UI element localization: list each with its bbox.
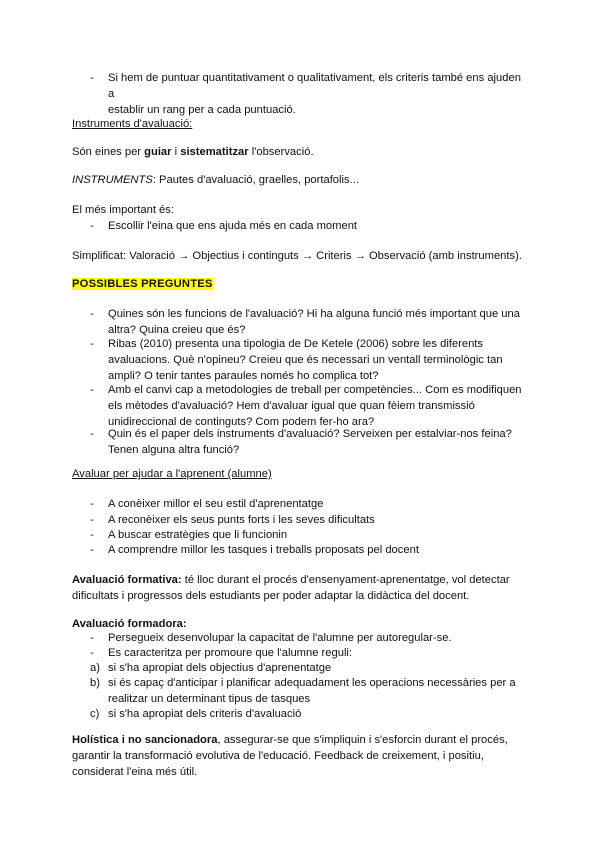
learner-item: A comprendre millor les tasques i treballs proposats pel docent	[108, 544, 419, 556]
holistic-paragraph: Holística i no sancionadora, assegurar-se que s'impliquin i s'esforcin durant el procés, garantir la transformació evolutiva de l'educació. Feedback de creixement, i positiu, considerat l'eina més útil.	[72, 734, 508, 778]
learner-item: A buscar estratègies que li funcionin	[108, 529, 288, 541]
bullet-marker: -	[90, 384, 94, 396]
learner-item: A reconèixer els seus punts forts i les seves dificultats	[108, 514, 375, 526]
list-marker: c)	[90, 708, 100, 720]
question-item: Quines són les funcions de l'avaluació? Hi ha alguna funció més important que una altra? Quina creieu que és?	[108, 308, 520, 336]
instruments-definition: Són eines per guiar i sistematitzar l'observació.	[72, 146, 314, 158]
bullet-marker: -	[90, 338, 94, 350]
formadora-item: si és capaç d'anticipar i planificar adequadament les operacions necessàries per a realitzar un determinant tipus de tasques	[108, 677, 516, 705]
bullet-marker: -	[90, 428, 94, 440]
bullet-marker: -	[90, 544, 94, 556]
important-text: Escollir l'eina que ens ajuda més en cada moment	[108, 220, 358, 232]
learner-heading: Avaluar per ajudar a l'aprenent (alumne)	[72, 468, 272, 480]
bullet-marker: -	[90, 220, 94, 232]
list-marker: a)	[90, 662, 100, 674]
questions-heading: POSSIBLES PREGUNTES	[72, 278, 213, 290]
bullet-marker: -	[90, 529, 94, 541]
bullet-marker: -	[90, 498, 94, 510]
bullet-marker: -	[90, 514, 94, 526]
bullet-marker: -	[90, 632, 94, 644]
important-lead: El més important és:	[72, 204, 174, 216]
bullet-marker: -	[90, 647, 94, 659]
instruments-list: INSTRUMENTS: Pautes d'avaluació, graelles, portafolis...	[72, 174, 359, 186]
formadora-item: si s'ha apropiat dels criteris d'avaluació	[108, 708, 302, 720]
simplified-summary: Simplificat: Valoració → Objectius i continguts → Criteris → Observació (amb instruments).	[72, 250, 522, 262]
bullet-marker: -	[90, 72, 94, 84]
formadora-item: si s'ha apropiat dels objectius d'aprenentatge	[108, 662, 332, 674]
list-marker: b)	[90, 677, 100, 689]
question-item: Quin és el paper dels instruments d'avaluació? Serveixen per estalviar-nos feina? Tenen alguna altra funció?	[108, 428, 512, 456]
bullet-marker: -	[90, 308, 94, 320]
formadora-bullet: Persegueix desenvolupar la capacitat de l'alumne per autoregular-se.	[108, 632, 452, 644]
question-item: Amb el canvi cap a metodologies de treball per competències... Com es modifiquen els mètodes d'avaluació? Hem d'avaluar igual que quan fèiem transmissió unidireccional de continguts? Com podem fer-ho ara?	[108, 384, 522, 428]
formative-paragraph: Avaluació formativa: té lloc durant el procés d'ensenyament-aprenentatge, vol detectar dificultats i progressos dels estudiants per poder adaptar la didàctica del docent.	[72, 574, 510, 602]
formadora-heading: Avaluació formadora:	[72, 618, 187, 630]
question-item: Ribas (2010) presenta una tipologia de De Ketele (2006) sobre les diferents avaluacions. Què n'opineu? Creieu que és necessari un ventall terminològic tan ampli? O tenir tantes paraules només ho complica tot?	[108, 338, 503, 382]
intro-bullet-text: Si hem de puntuar quantitativament o qualitativament, els criteris també ens ajuden a establir un rang per a cada puntuació.	[108, 72, 521, 116]
instruments-heading: Instruments d'avaluació:	[72, 118, 193, 130]
learner-item: A conèixer millor el seu estil d'aprenentatge	[108, 498, 324, 510]
formadora-bullet: Es caracteritza per promoure que l'alumne reguli:	[108, 647, 353, 659]
